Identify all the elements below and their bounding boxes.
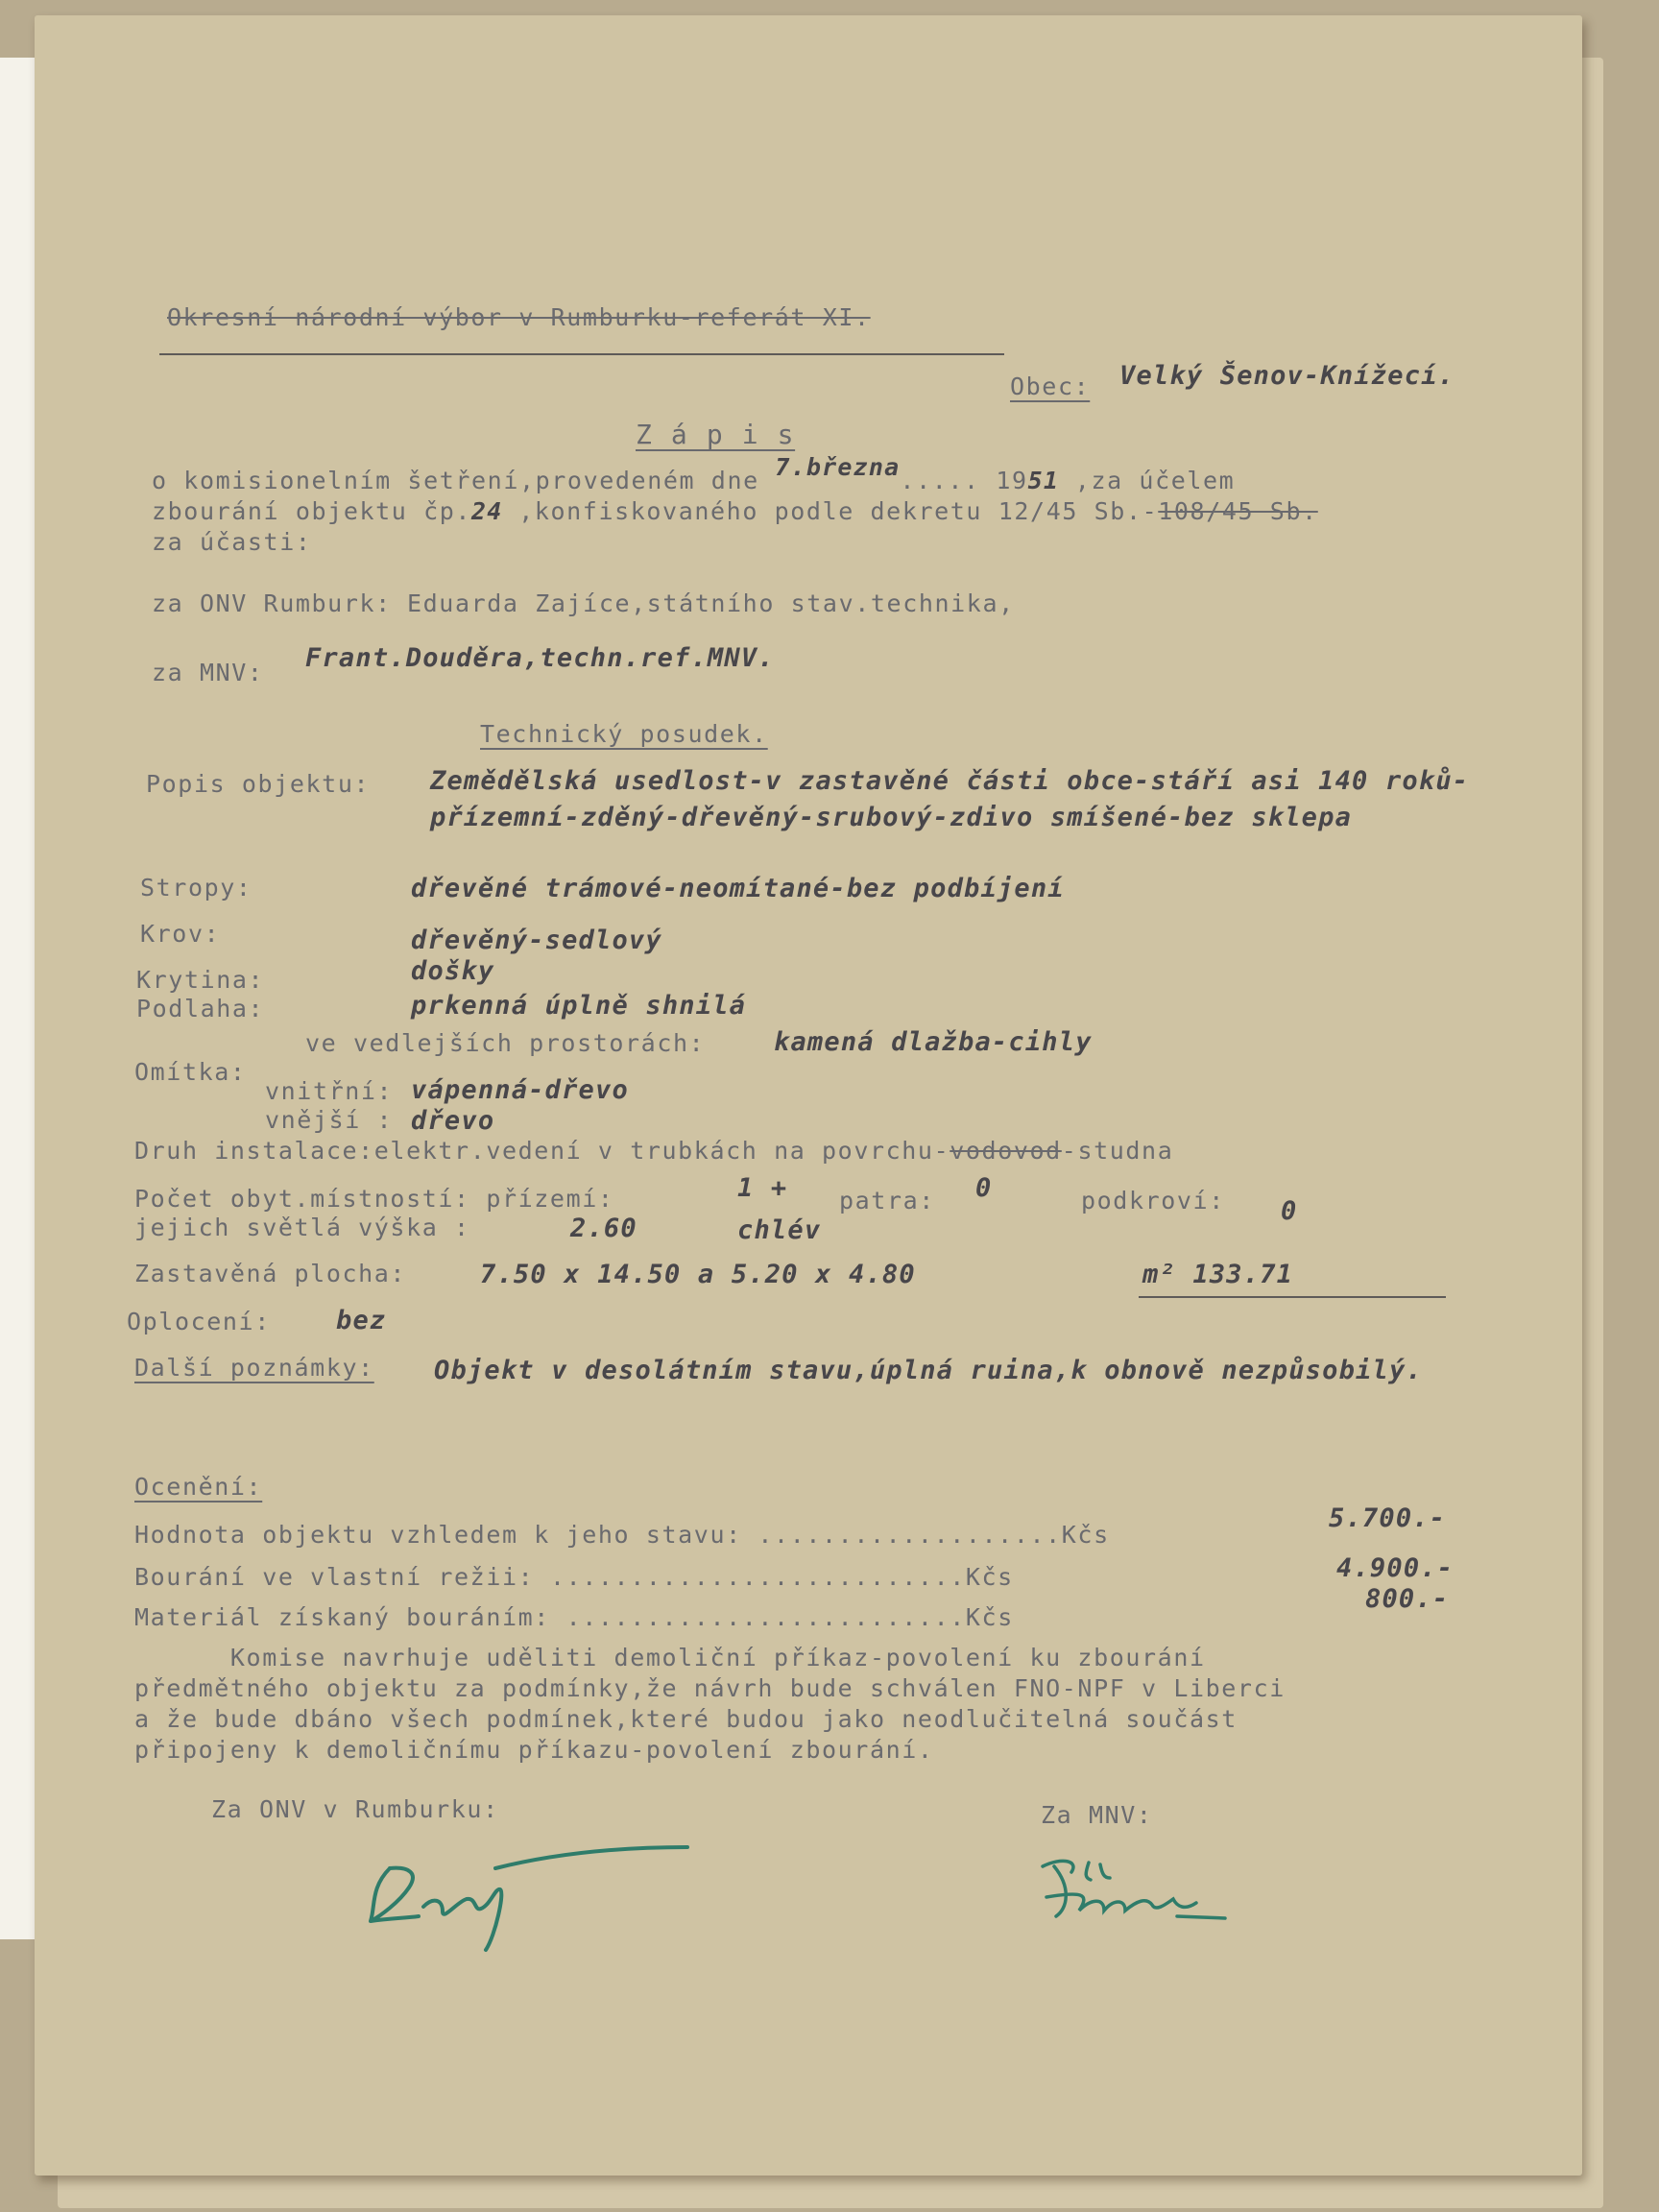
intro-line-2 — [152, 497, 1318, 525]
onv-participant: Eduarda Zajíce,státního stav.technika, — [407, 589, 1015, 617]
municipality-value: Velký Šenov-Knížecí. — [1119, 361, 1455, 391]
krov-value: dřevěný-sedlový — [411, 926, 662, 955]
valuation-label: Materiál získaný bouráním: — [134, 1603, 566, 1631]
pocet-label: Počet obyt.místností: přízemí: — [134, 1185, 614, 1213]
mnv-participant-label: za MNV: — [152, 659, 264, 686]
intro-text-d: zbourání objektu čp. — [152, 497, 472, 525]
house-number: 24 — [471, 497, 503, 525]
podkrovi-label: podkroví: — [1081, 1187, 1225, 1214]
valuation-currency: Kčs — [965, 1603, 1014, 1631]
inspection-date: 7.března — [775, 453, 901, 481]
stropy-value: dřevěné trámové-neomítané-bez podbíjení — [411, 874, 1065, 903]
document-title: Z á p i s — [636, 419, 796, 450]
oploceni-label: Oplocení: — [127, 1308, 271, 1335]
popis-value-1: Zemědělská usedlost-v zastavěné části obce-stáří asi 140 roků- — [430, 766, 1470, 796]
onv-signature-label: Za ONV v Rumburku: — [211, 1795, 499, 1823]
podkrovi-value: 0 — [1281, 1196, 1298, 1226]
valuation-label: Hodnota objektu vzhledem k jeho stavu: — [134, 1521, 758, 1549]
valuation-row — [134, 1603, 1014, 1631]
closing-line-1: Komise navrhuje uděliti demoliční příkaz-povolení ku zbourání — [134, 1644, 1206, 1671]
year-digit: 51 — [1027, 467, 1060, 494]
popis-value-2: přízemní-zděný-dřevěný-srubový-zdivo smíšené-bez sklepa — [430, 803, 1353, 832]
vedlejsi-value: kamená dlažba-cihly — [774, 1027, 1093, 1057]
valuation-row — [134, 1563, 1014, 1591]
valuation-row — [134, 1521, 1110, 1549]
struck-decree: 108/45 Sb. — [1158, 497, 1318, 525]
plocha-label: Zastavěná plocha: — [134, 1260, 407, 1287]
vnitrni-value: vápenná-dřevo — [411, 1075, 629, 1105]
valuation-dots: ......................... — [565, 1603, 966, 1631]
vyska-value: 2.60 — [570, 1214, 637, 1243]
vnejsi-value: dřevo — [411, 1106, 495, 1136]
poznamky-label: Další poznámky: — [134, 1354, 374, 1382]
instalace-row — [134, 1137, 1173, 1165]
vedlejsi-label: ve vedlejších prostorách: — [305, 1029, 706, 1057]
intro-text-b: ..... 19 — [900, 467, 1028, 494]
poznamky-value: Objekt v desolátním stavu,úplná ruina,k obnově nezpůsobilý. — [434, 1356, 1423, 1385]
section-title: Technický posudek. — [480, 720, 768, 748]
podlaha-value: prkenná úplně shnilá — [411, 991, 747, 1021]
mnv-signature-label: Za MNV: — [1041, 1801, 1153, 1829]
intro-line-1 — [152, 453, 1236, 494]
valuation-dots: ................... — [757, 1521, 1062, 1549]
stropy-label: Stropy: — [140, 874, 252, 902]
instalace-value: elektr.vedení v trubkách na povrchu- — [373, 1137, 950, 1165]
closing-line-4: připojeny k demoličnímu příkazu-povolení zbourání. — [134, 1736, 934, 1764]
mnv-participant: Frant.Douděra,techn.ref.MNV. — [305, 643, 775, 673]
valuation-amount: 800.- — [1365, 1584, 1450, 1614]
plocha-total: m² 133.71 — [1142, 1260, 1294, 1289]
plocha-underline — [1139, 1296, 1446, 1298]
valuation-currency: Kčs — [1061, 1521, 1110, 1549]
instalace-rest: -studna — [1061, 1137, 1174, 1165]
plocha-value: 7.50 x 14.50 a 5.20 x 4.80 — [480, 1260, 916, 1289]
omitka-label: Omítka: — [134, 1058, 247, 1086]
valuation-currency: Kčs — [965, 1563, 1014, 1591]
valuation-title: Ocenění: — [134, 1473, 263, 1501]
document-sheet — [35, 15, 1582, 2176]
krytina-value: došky — [411, 956, 495, 986]
oploceni-value: bez — [336, 1306, 387, 1335]
intro-text-a: o komisionelním šetření,provedeném dne — [152, 467, 776, 494]
krov-label: Krov: — [140, 920, 221, 948]
valuation-label: Bourání ve vlastní režii: — [134, 1563, 550, 1591]
intro-text-e: ,konfiskovaného podle dekretu 12/45 Sb.- — [502, 497, 1159, 525]
krytina-label: Krytina: — [136, 966, 265, 994]
intro-text-c: ,za účelem — [1059, 467, 1236, 494]
popis-label: Popis objektu: — [146, 770, 371, 798]
vnitrni-label: vnitřní: — [265, 1077, 394, 1105]
patra-label: patra: — [839, 1187, 935, 1214]
patra-value: 0 — [975, 1173, 993, 1203]
closing-line-2: předmětného objektu za podmínky,že návrh bude schválen FNO-NPF v Liberci — [134, 1674, 1286, 1702]
valuation-dots: .......................... — [549, 1563, 966, 1591]
vnejsi-label: vnější : — [265, 1106, 394, 1134]
instalace-label: Druh instalace: — [134, 1137, 374, 1165]
municipality-label: Obec: — [1010, 373, 1091, 400]
chlev-value: chlév — [737, 1215, 822, 1245]
header-underline — [159, 353, 1004, 355]
instalace-struck: vodovod — [950, 1137, 1062, 1165]
closing-line-3: a že bude dbáno všech podmínek,které budou jako neodlučitelná součást — [134, 1705, 1238, 1733]
podlaha-label: Podlaha: — [136, 995, 265, 1022]
valuation-amount: 4.900.- — [1336, 1553, 1455, 1583]
onv-participant-label: za ONV Rumburk: — [152, 589, 392, 617]
onv-signature — [351, 1830, 697, 1955]
office-header: Okresní národní výbor v Rumburku-referát XI. — [167, 303, 871, 331]
vyska-label: jejich světlá výška : — [134, 1214, 470, 1241]
prizemi-value: 1 + — [737, 1173, 788, 1203]
intro-line-3: za účasti: — [152, 528, 312, 556]
mnv-signature — [1033, 1839, 1254, 1945]
valuation-amount: 5.700.- — [1329, 1503, 1447, 1533]
